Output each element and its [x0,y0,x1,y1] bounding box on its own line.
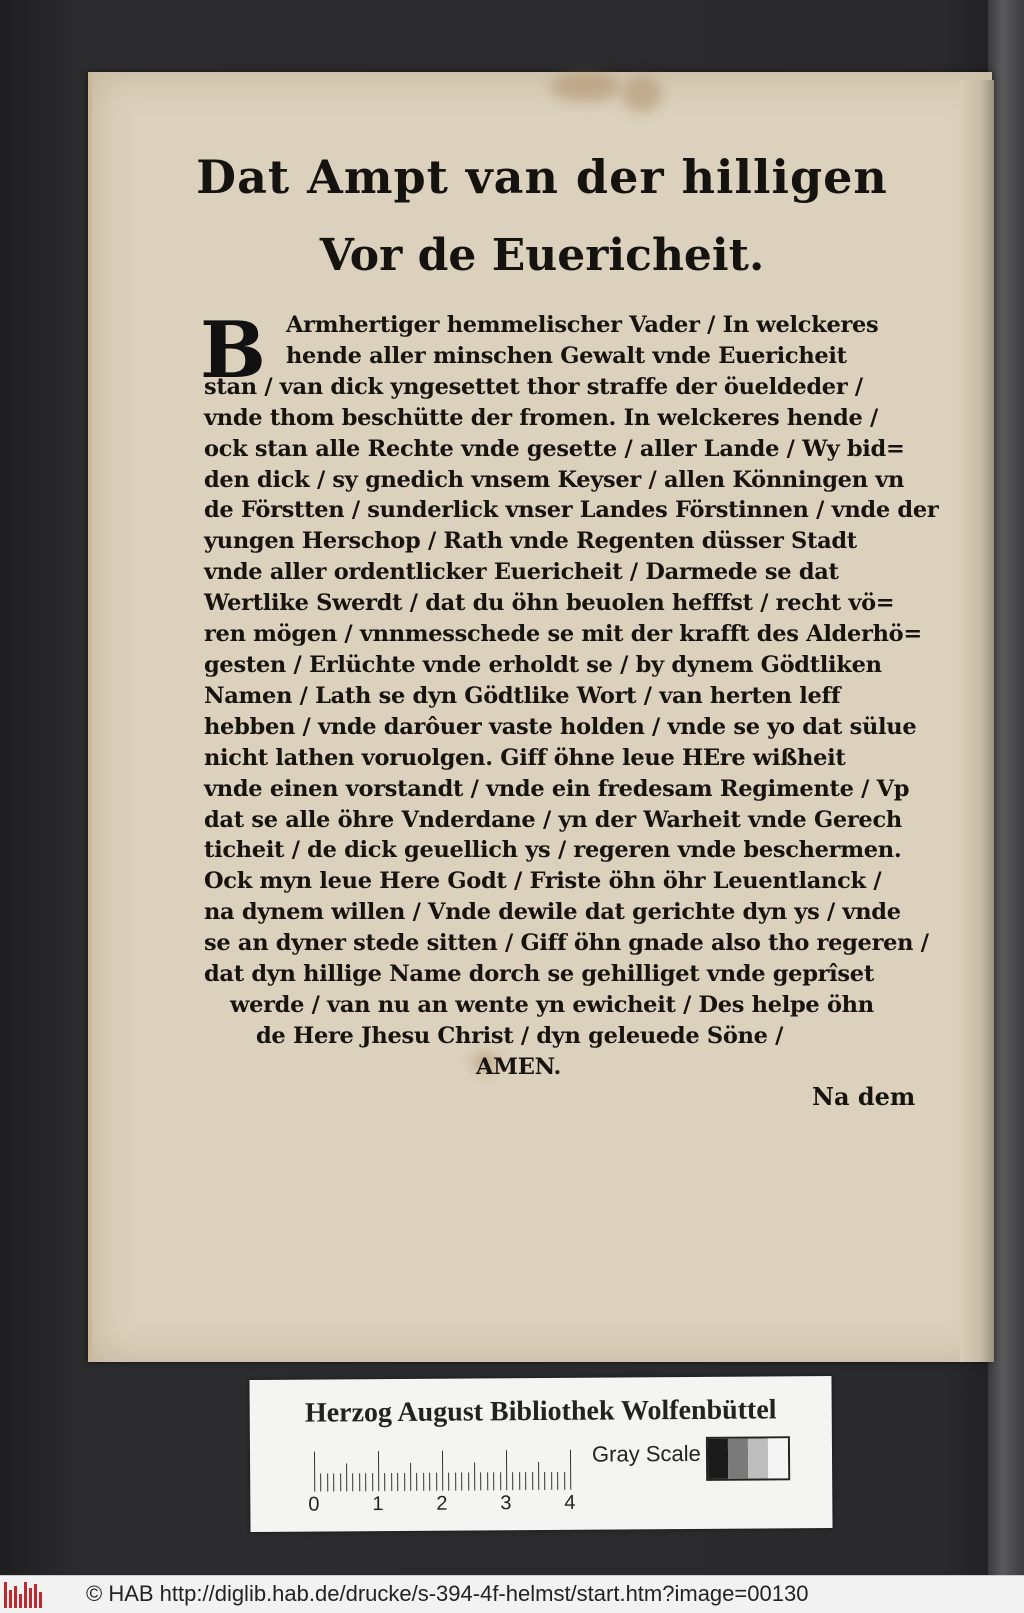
text-line: gesten / Erlüchte vnde erholdt se / by dynem Gödtliken [204,651,882,678]
heading-line-2: Vor de Euericheit. [319,230,765,281]
drop-cap: B [200,305,266,396]
ruler-tick [532,1472,533,1490]
ruler-tick [564,1472,565,1490]
ruler-tick [385,1473,386,1491]
text-line: de Here Jhesu Christ / dyn geleuede Söne / [256,1022,784,1049]
page-edge [960,80,994,1362]
ruler-tick [500,1472,501,1490]
gray-scale-cell [748,1438,768,1478]
ruler-tick [391,1473,392,1491]
text-line: werde / van nu an wente yn ewicheit / Des helpe öhn [230,991,874,1018]
ruler-number: 3 [500,1492,512,1515]
ruler-tick [397,1473,398,1491]
logo-bar [29,1588,32,1608]
text-line: AMEN. [476,1053,561,1080]
ruler-scale [314,1450,572,1492]
ruler-tick [525,1472,526,1490]
logo-bar [14,1586,17,1608]
logo-bar [39,1592,42,1608]
ruler-tick [372,1473,373,1491]
gray-scale-cell [708,1439,728,1479]
ruler-tick [506,1450,507,1490]
ruler-number: 2 [436,1492,448,1515]
ruler-number: 4 [564,1491,576,1514]
text-line: Namen / Lath se dyn Gödtlike Wort / van herten leff [204,682,841,709]
ruler-tick [365,1473,366,1491]
ruler-tick [570,1450,571,1490]
ruler-tick [481,1472,482,1490]
ruler-tick [545,1472,546,1490]
ruler-tick [359,1473,360,1491]
ruler-tick [436,1473,437,1491]
page-stain [550,72,620,102]
ruler-tick [493,1472,494,1490]
ruler-tick [410,1463,411,1491]
page-stain [622,76,662,112]
ruler-tick [519,1472,520,1490]
logo-bar [34,1584,37,1608]
ruler-tick [327,1473,328,1491]
logo-bar [24,1582,27,1608]
logo-bar [19,1594,22,1608]
text-line: yungen Herschop / Rath vnde Regenten düsser Stadt [204,528,857,555]
text-line: ock stan alle Rechte vnde gesette / aller Lande / Wy bid= [204,435,905,462]
ruler-tick [321,1474,322,1492]
gray-scale-label: Gray Scale [591,1440,701,1467]
text-line: vnde einen vorstandt / vnde ein fredesam Regimente / Vp [204,775,910,802]
footer-bar [0,1575,1024,1613]
body-text [204,310,939,1083]
copyright-url-text: © HAB http://diglib.hab.de/drucke/s-394-4f-helmst/start.htm?image=00130 [86,1581,809,1606]
ruler-tick [346,1463,347,1491]
ruler-tick [333,1473,334,1491]
ruler-tick [340,1473,341,1491]
ruler-tick [474,1462,475,1490]
text-line: nicht lathen voruolgen. Giff öhne leue HEre wißheit [204,744,846,771]
gray-scale-cell [768,1438,788,1478]
heading-line-1: Dat Ampt van der hilligen [196,150,888,204]
book-page [88,72,992,1362]
ruler-tick [468,1473,469,1491]
ruler-tick [314,1452,315,1492]
text-line: Wertlike Swerdt / dat du öhn beuolen hefffst / recht vö= [204,590,895,617]
text-line: vnde aller ordentlicker Euericheit / Darmede se dat [204,559,839,586]
catchword: Na dem [812,1082,916,1111]
ruler-number: 0 [308,1493,320,1516]
ruler-tick [538,1462,539,1490]
ruler-tick [455,1473,456,1491]
ruler-tick [423,1473,424,1491]
text-line: de Förstten / sunderlick vnser Landes Förstinnen / vnde der [204,497,939,524]
ruler-tick [378,1451,379,1491]
library-label-card [249,1376,832,1532]
ruler-number: 1 [372,1493,384,1516]
text-line: se an dyner stede sitten / Giff öhn gnade also tho regeren / [204,930,929,957]
text-line: na dynem willen / Vnde dewile dat gerichte dyn ys / vnde [204,899,901,926]
hab-logo-icon [4,1582,44,1608]
ruler-tick [429,1473,430,1491]
text-line: dat dyn hillige Name dorch se gehilliget vnde geprîset [204,961,874,988]
ruler-tick [404,1473,405,1491]
gray-scale-cell [728,1439,748,1479]
ruler-tick [353,1473,354,1491]
ruler-tick [417,1473,418,1491]
logo-bar [4,1582,7,1608]
text-line: Ock myn leue Here Godt / Friste öhn öhr Leuentlanck / [204,868,882,895]
text-line: Armhertiger hemmelischer Vader / In welckeres [286,312,879,338]
ruler-tick [449,1473,450,1491]
library-name: Herzog August Bibliothek Wolfenbüttel [304,1394,777,1429]
ruler-tick [557,1472,558,1490]
ruler-tick [487,1472,488,1490]
text-line: hebben / vnde darôuer vaste holden / vnde se yo dat sülue [204,713,917,740]
text-line: stan / van dick yngesettet thor straffe der öueldeder / [204,373,863,400]
ruler-tick [461,1473,462,1491]
logo-bar [9,1590,12,1608]
ruler-tick [513,1472,514,1490]
text-line: ren mögen / vnnmesschede se mit der krafft des Alderhö= [204,621,922,648]
text-line: ticheit / de dick geuellich ys / regeren vnde beschermen. [204,837,902,864]
text-line: hende aller minschen Gewalt vnde Euericheit [286,342,847,369]
text-line: den dick / sy gnedich vnsem Keyser / allen Könningen vn [204,466,905,493]
gray-scale-swatch [706,1436,790,1481]
text-line: vnde thom beschütte der fromen. In welckeres hende / [204,404,878,431]
ruler-tick [442,1451,443,1491]
text-line: dat se alle öhre Vnderdane / yn der Warheit vnde Gerech [204,806,902,833]
ruler-tick [551,1472,552,1490]
